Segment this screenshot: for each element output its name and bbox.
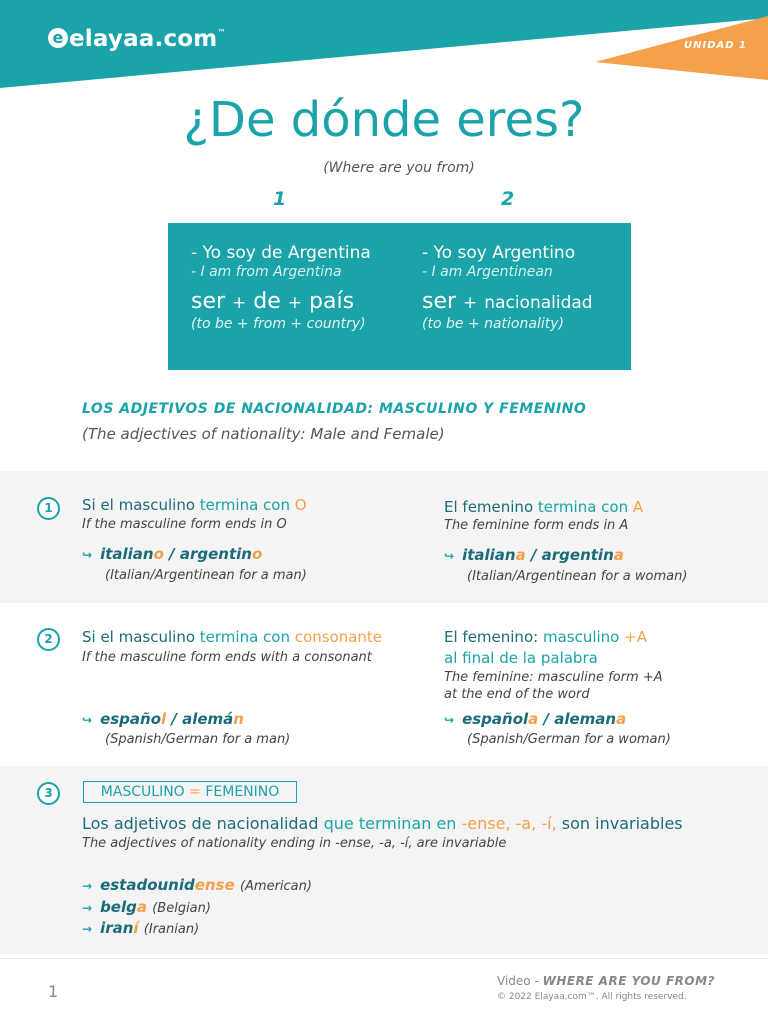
footer-copyright: © 2022 Elayaa.com™. All rights reserved. <box>497 992 687 1002</box>
hook-arrow-icon: ↪ <box>444 713 455 727</box>
rule-3-number: 3 <box>37 782 60 805</box>
arrow-right-icon: → <box>82 901 93 915</box>
rule-2-masc-gloss: (Spanish/German for a man) <box>105 732 291 747</box>
rule-1-masc-example: ↪ italiano / argentino <box>82 545 263 563</box>
rule-2-masc-example: ↪ español / alemán <box>82 710 244 728</box>
rule-1-fem-gloss: (Italian/Argentinean for a woman) <box>467 569 688 584</box>
arrow-right-icon: → <box>82 922 93 936</box>
hook-arrow-icon: ↪ <box>82 713 93 727</box>
logo[interactable] <box>48 26 226 52</box>
column-number-1: 1 <box>273 188 287 210</box>
rule-2-fem-heading-cont: al final de la palabra <box>444 649 598 667</box>
rule-2-fem-english-2: at the end of the word <box>444 687 590 702</box>
example-left-english: - I am from Argentina <box>191 264 342 280</box>
masc-equals-fem-box: MASCULINO = FEMENINO <box>83 781 297 803</box>
footer-video[interactable]: Video - WHERE ARE YOU FROM? <box>497 974 716 988</box>
example-right <box>422 243 593 332</box>
page-subtitle: (Where are you from) <box>323 160 475 176</box>
rule-2-masc-english: If the masculine form ends with a consonant <box>82 650 372 665</box>
rule-2-masc-heading: Si el masculino termina con consonante <box>82 628 383 646</box>
rule-3-example: → belga (Belgian) <box>82 898 211 916</box>
rule-1-masc-gloss: (Italian/Argentinean for a man) <box>105 568 307 583</box>
rule-1-fem-english: The feminine form ends in A <box>444 518 629 533</box>
formula-right-note: (to be + nationality) <box>422 316 564 332</box>
formula-right: ser + nacionalidad <box>422 289 593 314</box>
example-right-english: - I am Argentinean <box>422 264 553 280</box>
hook-arrow-icon: ↪ <box>444 549 455 563</box>
formula-left-note: (to be + from + country) <box>191 316 366 332</box>
rule-3-example: → iraní (Iranian) <box>82 919 200 937</box>
unit-label: UNIDAD 1 <box>684 40 747 51</box>
section-subtitle: (The adjectives of nationality: Male and Female) <box>82 425 445 443</box>
column-number-2: 2 <box>501 188 515 210</box>
logo-trademark: ™ <box>217 28 226 37</box>
rule-1-masc-heading: Si el masculino termina con O <box>82 496 307 514</box>
page-title: ¿De dónde eres? <box>183 92 585 148</box>
rule-2-fem-example: ↪ española / alemana <box>444 710 627 728</box>
example-left-spanish: - Yo soy de Argentina <box>191 243 371 263</box>
example-right-spanish: - Yo soy Argentino <box>422 243 576 263</box>
rule-3-example: → estadounidense (American) <box>82 876 312 894</box>
rule-3-english: The adjectives of nationality ending in -ense, -a, -í, are invariable <box>82 836 507 851</box>
rule-3-heading: Los adjetivos de nacionalidad que terminan en -ense, -a, -í, son invariables <box>82 814 683 833</box>
footer-divider <box>0 958 768 959</box>
rule-2-fem-heading: El femenino: masculino +A <box>444 628 647 646</box>
hook-arrow-icon: ↪ <box>82 548 93 562</box>
rule-2-number: 2 <box>37 628 60 651</box>
formula-left: ser + de + país <box>191 289 355 314</box>
logo-text: elayaa.com <box>69 26 218 52</box>
arrow-right-icon: → <box>82 879 93 893</box>
logo-mark-icon: e <box>48 28 68 48</box>
rule-1-fem-example: ↪ italiana / argentina <box>444 546 624 564</box>
section-title: LOS ADJETIVOS DE NACIONALIDAD: MASCULINO Y FEMENINO <box>82 401 587 417</box>
rule-1-fem-heading: El femenino termina con A <box>444 498 644 516</box>
rule-2-fem-gloss: (Spanish/German for a woman) <box>467 732 671 747</box>
example-box <box>168 223 631 370</box>
example-left <box>191 243 371 332</box>
rule-1-number: 1 <box>37 497 60 520</box>
rule-2-fem-english-1: The feminine: masculine form +A <box>444 670 663 685</box>
page-number: 1 <box>48 982 59 1001</box>
rule-1-masc-english: If the masculine form ends in O <box>82 517 287 532</box>
